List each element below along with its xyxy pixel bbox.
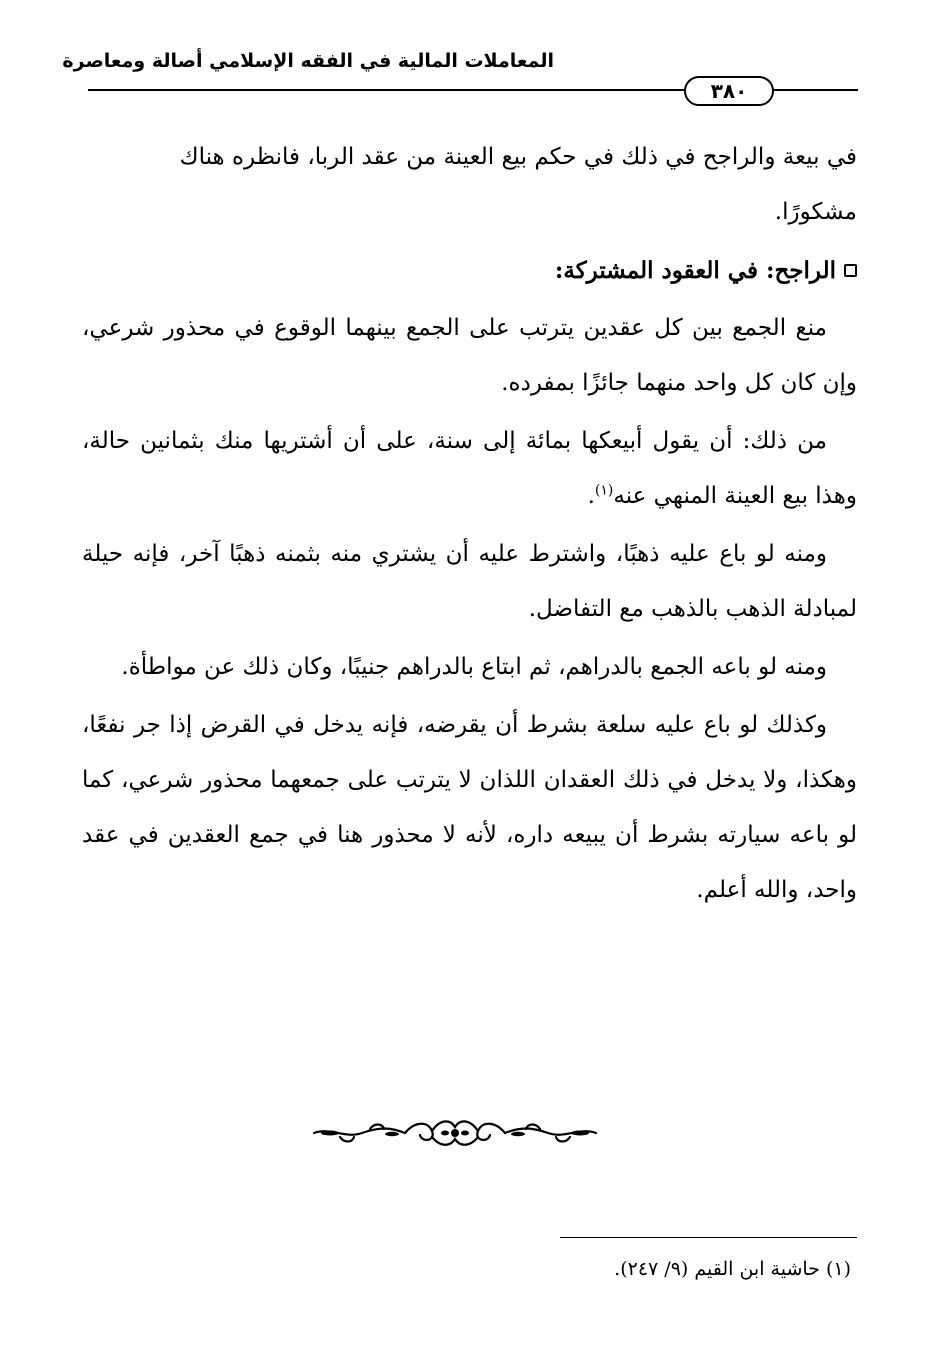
paragraph-continuation-line-2: مشكورًا. — [774, 199, 857, 225]
paragraph-example-loan: وكذلك لو باع عليه سلعة بشرط أن يقرضه، فإنه يدخل في القرض إذا جر نفعًا، وهكذا، ولا يدخل في ذلك العقدان اللذان لا يترتب على جمعهما محذور شرعي، كما لو باعه سيارته بشرط أن يبيعه داره، لأنه لا محذور هنا في جمع العقدين في عقد واحد، والله أعلم. — [82, 712, 857, 903]
footnote-text: (١) حاشية ابن القيم (٩/ ٢٤٧). — [614, 1258, 851, 1280]
square-bullet-icon — [844, 264, 857, 277]
page-number: ٣٨٠ — [684, 76, 774, 106]
paragraph-example-inah — [82, 414, 857, 524]
footnote-rule — [560, 1237, 857, 1238]
paragraph-example-gold: ومنه لو باع عليه ذهبًا، واشترط عليه أن يشتري منه بثمنه ذهبًا آخر، فإنه حيلة لمبادلة الذهب بالذهب مع التفاضل. — [82, 541, 857, 622]
paragraph-rule: منع الجمع بين كل عقدين يترتب على الجمع بينهما الوقوع في محذور شرعي، وإن كان كل واحد منهما جائزًا بمفرده. — [82, 315, 857, 396]
decorative-ornament-divider — [310, 1115, 600, 1151]
paragraph-example-inah-end: . — [587, 483, 595, 509]
paragraph-continuation — [82, 130, 857, 240]
running-title: المعاملات المالية في الفقه الإسلامي أصالة ومعاصرة — [62, 50, 554, 72]
paragraph-example-dirham: ومنه لو باعه الجمع بالدراهم، ثم ابتاع بالدراهم جنيبًا، وكان ذلك عن مواطأة. — [121, 654, 827, 680]
paragraph-continuation-line-1: في بيعة والراجح في ذلك في حكم بيع العينة من عقد الربا، فانظره هناك — [179, 144, 857, 170]
footnote-reference[interactable]: (١) — [594, 482, 614, 499]
body-text — [82, 130, 857, 921]
paragraph-example-inah-text: من ذلك: أن يقول أبيعكها بمائة إلى سنة، على أن أشتريها منك بثمانين حالة، وهذا بيع العينة المنهي عنه — [82, 428, 857, 509]
section-heading — [82, 243, 857, 298]
section-heading-text: الراجح: في العقود المشتركة: — [554, 257, 836, 284]
